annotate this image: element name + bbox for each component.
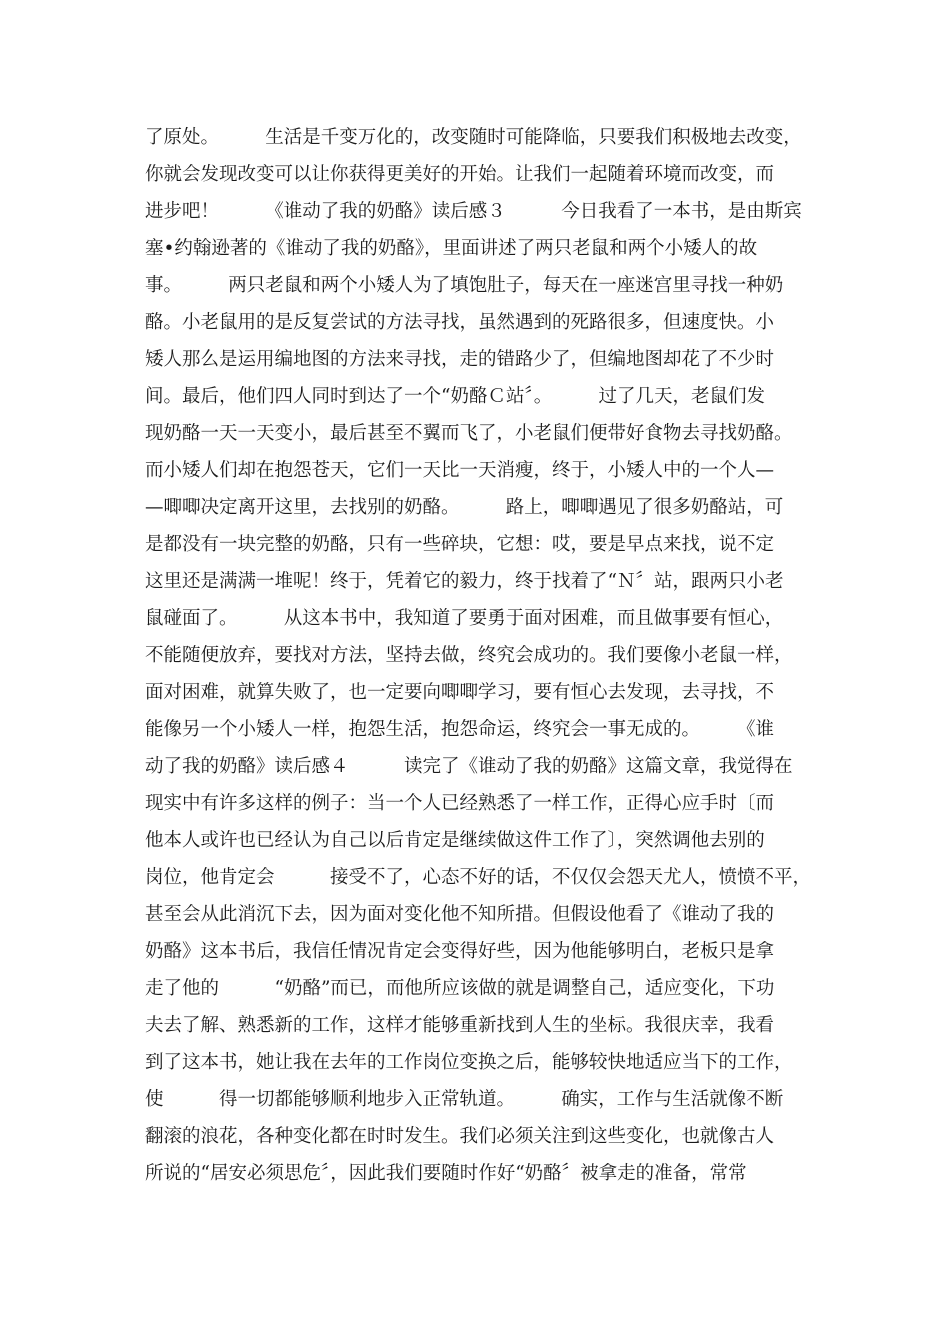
text-line: 这里还是满满一堆呢！终于，凭着它的毅力，终于找着了“Ｎ〞站，跟两只小老 [145, 571, 784, 592]
text-line: 了原处。 生活是千变万化的，改变随时可能降临，只要我们积极地去改变， [145, 127, 802, 148]
text-line: 奶酪》这本书后，我信任情况肯定会变得好些，因为他能够明白，老板只是拿 [145, 941, 775, 962]
text-line: 翻滚的浪花，各种变化都在时时发生。我们必须关注到这些变化，也就像古人 [145, 1126, 775, 1147]
text-line: 而小矮人们却在抱怨苍天，它们一天比一天消瘦，终于，小矮人中的一个人— [145, 460, 775, 481]
text-line: 矮人那么是运用编地图的方法来寻找，走的错路少了，但编地图却花了不少时 [145, 349, 775, 370]
text-line: 不能随便放弃，要找对方法，坚持去做，终究会成功的。我们要像小老鼠一样， [145, 645, 793, 666]
body-text [145, 119, 825, 1192]
text-line: 到了这本书，她让我在去年的工作岗位变换之后，能够较快地适应当下的工作， [145, 1052, 793, 1073]
text-line: —唧唧决定离开这里，去找别的奶酪。 路上，唧唧遇见了很多奶酪站，可 [145, 497, 784, 518]
text-line: 动了我的奶酪》读后感４ 读完了《谁动了我的奶酪》这篇文章，我觉得在 [145, 756, 793, 777]
text-line: 面对困难，就算失败了，也一定要向唧唧学习，要有恒心去发现，去寻找，不 [145, 682, 775, 703]
text-line: 酪。小老鼠用的是反复尝试的方法寻找，虽然遇到的死路很多，但速度快。小 [145, 312, 775, 333]
text-line: 他本人或许也已经认为自己以后肯定是继续做这件工作了〕，突然调他去别的 [145, 830, 765, 851]
text-line: 夫去了解、熟悉新的工作，这样才能够重新找到人生的坐标。我很庆幸，我看 [145, 1015, 775, 1036]
text-line: 间。最后，他们四人同时到达了一个“奶酪Ｃ站〞。 过了几天，老鼠们发 [145, 386, 765, 407]
text-line: 现实中有许多这样的例子：当一个人已经熟悉了一样工作，正得心应手时〔而 [145, 793, 775, 814]
text-line: 是都没有一块完整的奶酪，只有一些碎块，它想：哎，要是早点来找，说不定 [145, 534, 775, 555]
text-line: 进步吧！ 《谁动了我的奶酪》读后感３ 今日我看了一本书，是由斯宾 [145, 201, 802, 222]
text-line: 所说的“居安必须思危〞，因此我们要随时作好“奶酪〞被拿走的准备，常常 [145, 1163, 747, 1184]
text-line: 走了他的 “奶酪”而已，而他所应该做的就是调整自己，适应变化，下功 [145, 978, 775, 999]
text-line: 使 得一切都能够顺利地步入正常轨道。 确实，工作与生活就像不断 [145, 1089, 784, 1110]
text-line: 塞•约翰逊著的《谁动了我的奶酪》，里面讲述了两只老鼠和两个小矮人的故 [145, 238, 758, 259]
text-line: 甚至会从此消沉下去，因为面对变化他不知所措。但假设他看了《谁动了我的 [145, 904, 775, 925]
text-line: 鼠碰面了。 从这本书中，我知道了要勇于面对困难，而且做事要有恒心， [145, 608, 784, 629]
text-line: 岗位，他肯定会 接受不了，心态不好的话，不仅仅会怨天尤人，愤愤不平， [145, 867, 812, 888]
text-line: 事。 两只老鼠和两个小矮人为了填饱肚子，每天在一座迷宫里寻找一种奶 [145, 275, 784, 296]
text-line: 你就会发现改变可以让你获得更美好的开始。让我们一起随着环境而改变，而 [145, 164, 775, 185]
text-line: 能像另一个小矮人一样，抱怨生活，抱怨命运，终究会一事无成的。 《谁 [145, 719, 775, 740]
text-line: 现奶酪一天一天变小，最后甚至不翼而飞了，小老鼠们便带好食物去寻找奶酪。 [145, 423, 793, 444]
